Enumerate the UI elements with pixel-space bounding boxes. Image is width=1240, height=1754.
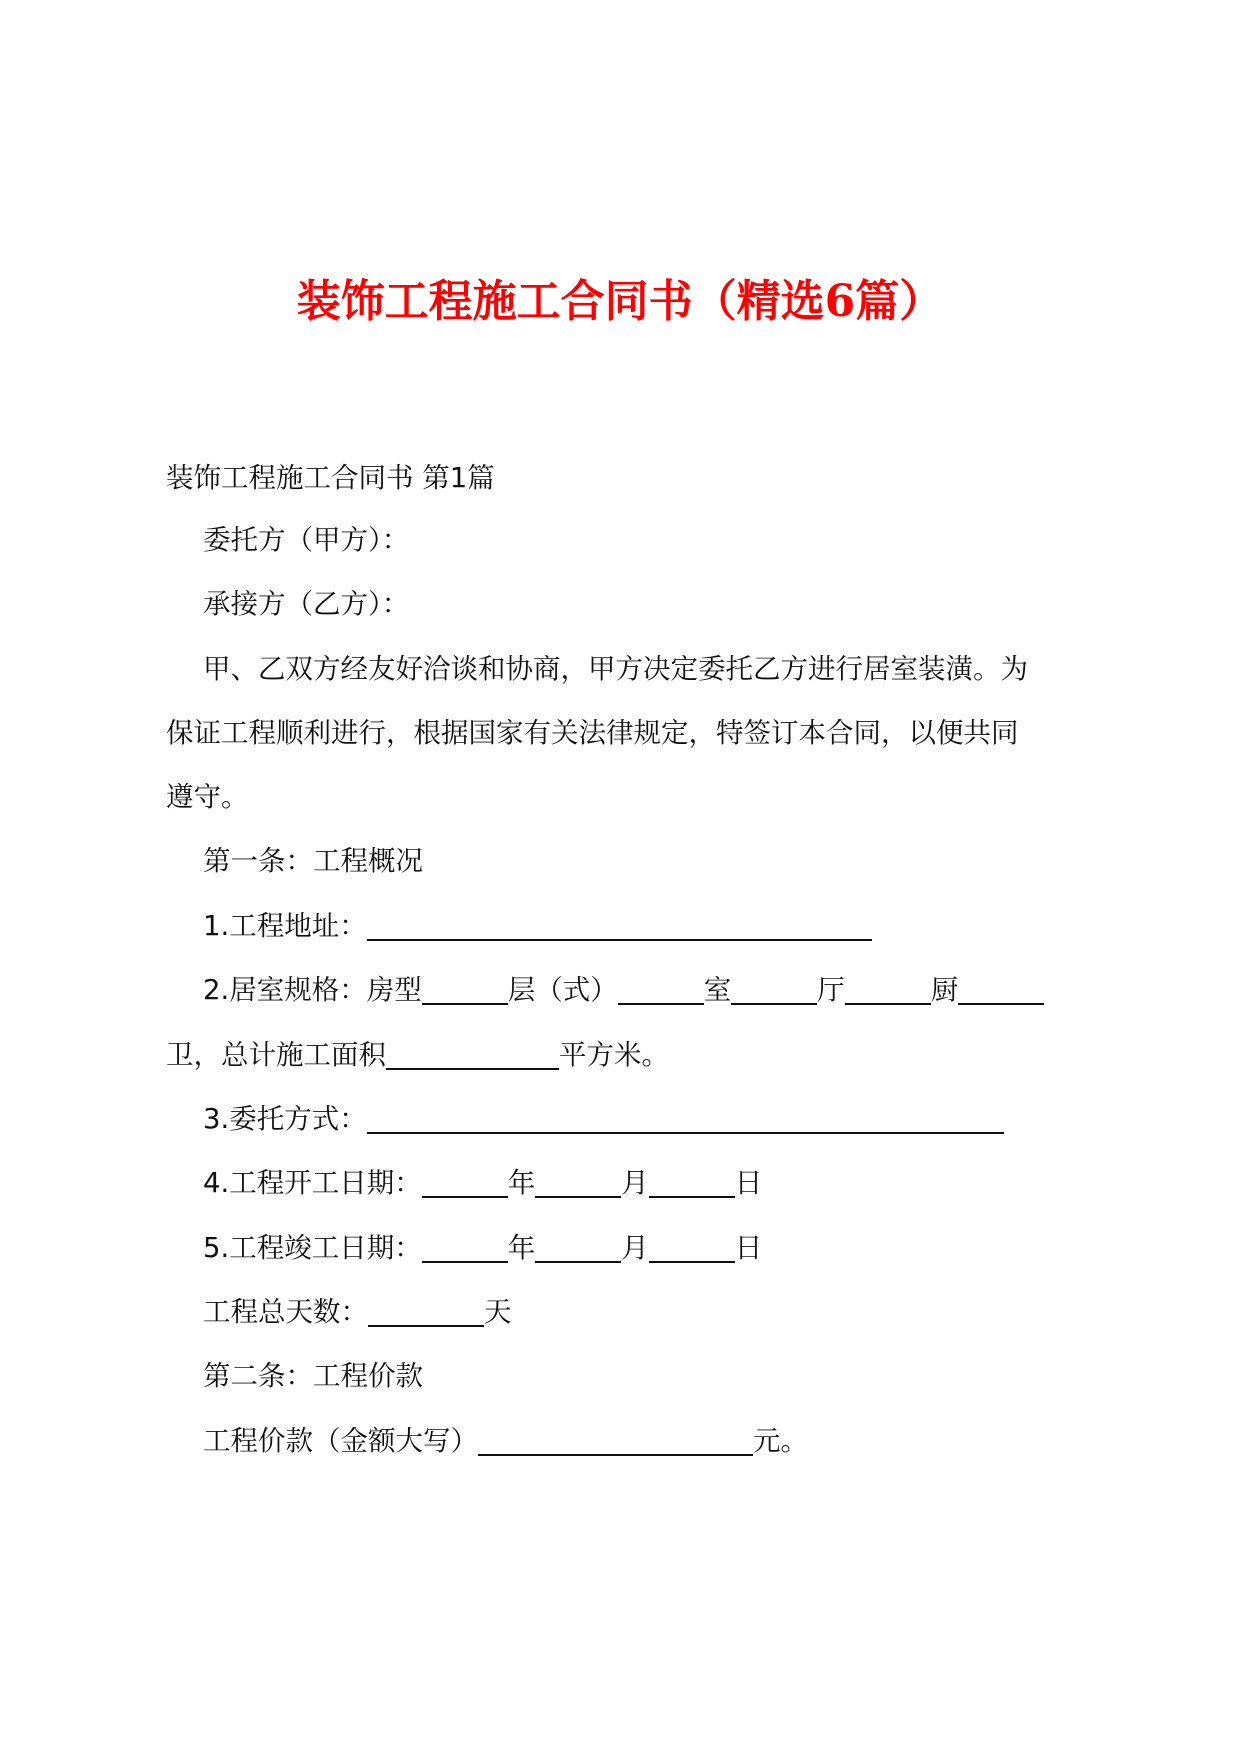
commission-method-label: 3.委托方式： (203, 1103, 367, 1135)
completion-month-blank[interactable] (535, 1233, 621, 1263)
hall-label: 厅 (817, 974, 845, 1006)
completion-day-blank[interactable] (649, 1233, 735, 1263)
commission-method-row (203, 1099, 1004, 1139)
total-days-label: 工程总天数： (203, 1296, 368, 1328)
kitchen-blank[interactable] (958, 975, 1044, 1005)
client-label: 委托方（甲方）： (203, 524, 410, 556)
contract-price-label: 工程价款（金额大写） (203, 1425, 478, 1457)
intro-paragraph-line-1: 甲、乙双方经友好洽谈和协商，甲方决定委托乙方进行居室装潢。为 (203, 653, 1028, 685)
contractor-label: 承接方（乙方）： (203, 588, 410, 620)
document-title: 装饰工程施工合同书（精选6篇） (296, 276, 944, 327)
kitchen-label: 厨 (930, 974, 959, 1006)
intro-paragraph-line-3: 遵守。 (166, 781, 249, 813)
room-blank[interactable] (731, 975, 817, 1005)
start-year-blank[interactable] (422, 1168, 508, 1198)
article-1-heading: 第一条：工程概况 (203, 845, 423, 877)
completion-year-blank[interactable] (422, 1233, 508, 1263)
area-blank[interactable] (386, 1040, 559, 1070)
area-row (166, 1035, 669, 1075)
project-address-blank[interactable] (367, 911, 872, 941)
days-unit: 天 (484, 1296, 512, 1328)
start-date-row (203, 1163, 762, 1203)
completion-date-row (203, 1228, 762, 1268)
total-days-row (203, 1292, 512, 1332)
contract-price-blank[interactable] (478, 1426, 753, 1456)
start-month-label: 月 (621, 1167, 649, 1199)
floor-label: 层（式） (507, 974, 618, 1006)
start-month-blank[interactable] (535, 1168, 621, 1198)
area-unit: 平方米。 (559, 1039, 669, 1071)
floor-blank[interactable] (618, 975, 704, 1005)
intro-paragraph-line-2: 保证工程顺利进行，根据国家有关法律规定，特签订本合同，以便共同 (166, 717, 1019, 749)
section-heading: 装饰工程施工合同书 第1篇 (166, 462, 495, 494)
article-2-heading: 第二条：工程价款 (203, 1360, 423, 1392)
project-address-label: 1.工程地址： (203, 910, 367, 942)
commission-method-blank[interactable] (367, 1104, 1004, 1134)
total-days-blank[interactable] (368, 1297, 484, 1327)
room-spec-label: 2.居室规格：房型 (203, 974, 422, 1006)
room-label: 室 (703, 974, 732, 1006)
start-day-blank[interactable] (649, 1168, 735, 1198)
start-year-label: 年 (507, 1167, 536, 1199)
start-day-label: 日 (734, 1167, 763, 1199)
completion-month-label: 月 (621, 1232, 649, 1264)
price-unit: 元。 (753, 1425, 808, 1457)
project-address-row (203, 906, 872, 946)
bath-area-label: 卫，总计施工面积 (166, 1039, 386, 1071)
completion-year-label: 年 (507, 1232, 536, 1264)
hall-blank[interactable] (845, 975, 931, 1005)
completion-day-label: 日 (734, 1232, 763, 1264)
room-type-blank[interactable] (422, 975, 508, 1005)
start-date-label: 4.工程开工日期： (203, 1167, 422, 1199)
contract-price-row (203, 1421, 808, 1461)
completion-date-label: 5.工程竣工日期： (203, 1232, 422, 1264)
room-spec-row (203, 970, 1044, 1010)
